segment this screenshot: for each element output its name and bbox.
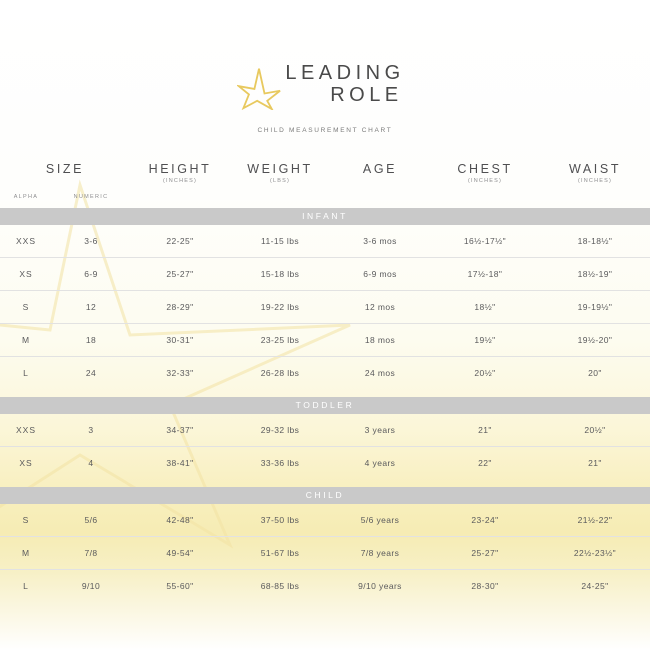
cell-chest: 19½"	[430, 323, 540, 356]
cell-alpha: XS	[19, 457, 33, 468]
header-waist: WAIST	[568, 161, 622, 176]
logo-line-2: ROLE	[330, 84, 403, 107]
cell-alpha: L	[23, 580, 29, 591]
cell-alpha: S	[0, 290, 52, 323]
header-chest-unit: (INCHES)	[467, 177, 503, 184]
cell-alpha: M	[0, 536, 52, 569]
cell-numeric: 24	[85, 367, 97, 378]
cell-weight: 33-36 lbs	[260, 457, 300, 468]
cell-alpha: XXS	[0, 225, 52, 258]
measurement-table	[0, 156, 650, 602]
cell-weight: 37-50 lbs	[230, 504, 330, 537]
cell-height: 22-25"	[130, 225, 230, 258]
cell-chest: 18½"	[430, 290, 540, 323]
cell-age: 24 mos	[364, 367, 396, 378]
cell-chest: 23-24"	[430, 504, 540, 537]
cell-waist: 19½-20"	[540, 323, 650, 356]
star-icon	[237, 66, 281, 110]
cell-age: 3-6 mos	[330, 225, 430, 258]
cell-chest: 21"	[430, 414, 540, 447]
table-row	[0, 536, 650, 569]
cell-numeric: 6-9	[52, 257, 130, 290]
cell-numeric: 12	[52, 290, 130, 323]
cell-chest: 25-27"	[430, 536, 540, 569]
cell-waist: 20"	[588, 367, 602, 378]
table-header-unit-row	[0, 177, 650, 193]
subheader-numeric: NUMERIC	[73, 193, 109, 200]
cell-weight: 51-67 lbs	[230, 536, 330, 569]
table-row	[0, 356, 650, 389]
group-header-toddler	[0, 397, 650, 414]
cell-numeric: 7/8	[52, 536, 130, 569]
cell-numeric: 3-6	[52, 225, 130, 258]
cell-numeric: 9/10	[81, 580, 101, 591]
cell-age: 6-9 mos	[330, 257, 430, 290]
cell-numeric: 4	[88, 457, 94, 468]
table-row	[0, 323, 650, 356]
table-row	[0, 504, 650, 537]
cell-waist: 19-19½"	[540, 290, 650, 323]
header-size: SIZE	[45, 161, 85, 176]
group-header-infant	[0, 208, 650, 225]
cell-chest: 16½-17½"	[430, 225, 540, 258]
group-header-child	[0, 487, 650, 504]
table-row	[0, 257, 650, 290]
cell-numeric: 3	[52, 414, 130, 447]
cell-chest: 20½"	[474, 367, 496, 378]
cell-height: 49-54"	[130, 536, 230, 569]
subheader-alpha: ALPHA	[13, 193, 39, 200]
cell-weight: 68-85 lbs	[260, 580, 300, 591]
cell-weight: 19-22 lbs	[230, 290, 330, 323]
cell-waist: 18-18½"	[540, 225, 650, 258]
brand-logo	[0, 0, 650, 107]
cell-numeric: 18	[52, 323, 130, 356]
group-label: CHILD	[0, 487, 650, 504]
cell-alpha: M	[0, 323, 52, 356]
table-header-row	[0, 156, 650, 177]
logo-line-1: LEADING	[285, 62, 405, 84]
cell-chest: 28-30"	[471, 580, 499, 591]
table-row	[0, 290, 650, 323]
cell-weight: 15-18 lbs	[230, 257, 330, 290]
cell-weight: 23-25 lbs	[230, 323, 330, 356]
cell-waist: 24-25"	[581, 580, 609, 591]
header-weight: WEIGHT	[247, 161, 313, 176]
cell-waist: 22½-23½"	[540, 536, 650, 569]
cell-age: 4 years	[364, 457, 396, 468]
cell-height: 25-27"	[130, 257, 230, 290]
table-row	[0, 225, 650, 258]
section-spacer	[0, 389, 650, 397]
cell-numeric: 5/6	[52, 504, 130, 537]
cell-age: 9/10 years	[358, 580, 402, 591]
group-label: TODDLER	[0, 397, 650, 414]
cell-chest: 17½-18"	[430, 257, 540, 290]
cell-height: 55-60"	[166, 580, 194, 591]
cell-weight: 11-15 lbs	[230, 225, 330, 258]
cell-age: 7/8 years	[330, 536, 430, 569]
cell-alpha: XXS	[0, 414, 52, 447]
cell-height: 38-41"	[166, 457, 194, 468]
cell-age: 5/6 years	[330, 504, 430, 537]
header-weight-unit: (LBS)	[269, 177, 291, 184]
table-row	[0, 569, 650, 602]
cell-age: 18 mos	[330, 323, 430, 356]
cell-height: 42-48"	[130, 504, 230, 537]
header-waist-unit: (INCHES)	[577, 177, 613, 184]
cell-height: 34-37"	[130, 414, 230, 447]
chart-subtitle: CHILD MEASUREMENT CHART	[257, 126, 393, 134]
cell-waist: 18½-19"	[540, 257, 650, 290]
cell-height: 28-29"	[130, 290, 230, 323]
group-label: INFANT	[0, 208, 650, 225]
cell-height: 30-31"	[130, 323, 230, 356]
cell-alpha: XS	[0, 257, 52, 290]
cell-alpha: S	[0, 504, 52, 537]
cell-alpha: L	[23, 367, 29, 378]
header-height: HEIGHT	[148, 161, 212, 176]
cell-weight: 26-28 lbs	[260, 367, 300, 378]
table-row	[0, 446, 650, 479]
cell-age: 12 mos	[330, 290, 430, 323]
section-spacer	[0, 479, 650, 487]
cell-waist: 21"	[588, 457, 602, 468]
header-age-unit	[330, 177, 430, 193]
cell-chest: 22"	[478, 457, 492, 468]
cell-waist: 20½"	[540, 414, 650, 447]
header-age: AGE	[362, 161, 398, 176]
header-height-unit: (INCHES)	[162, 177, 198, 184]
cell-weight: 29-32 lbs	[230, 414, 330, 447]
cell-height: 32-33"	[166, 367, 194, 378]
header-chest: CHEST	[457, 161, 513, 176]
cell-waist: 21½-22"	[540, 504, 650, 537]
table-subheader-row	[0, 193, 650, 208]
table-row	[0, 414, 650, 447]
cell-age: 3 years	[330, 414, 430, 447]
